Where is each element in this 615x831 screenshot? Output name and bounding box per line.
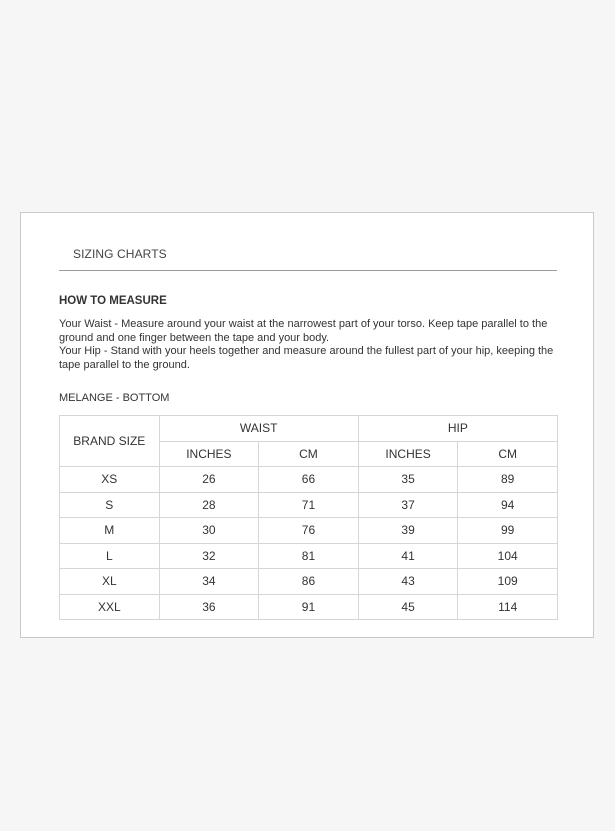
- table-row: [60, 518, 558, 544]
- size-cell: M: [60, 518, 160, 544]
- hip-cm-cell: 104: [458, 543, 558, 569]
- size-cell: XS: [60, 467, 160, 493]
- waist-cm-cell: 71: [259, 492, 359, 518]
- hip-cm-header: CM: [458, 441, 558, 467]
- hip-cm-cell: 89: [458, 467, 558, 493]
- waist-cm-header: CM: [259, 441, 359, 467]
- size-cell: S: [60, 492, 160, 518]
- table-row: [60, 569, 558, 595]
- brand-size-header: BRAND SIZE: [60, 416, 160, 467]
- hip-inches-cell: 41: [358, 543, 458, 569]
- size-cell: XXL: [60, 594, 160, 620]
- waist-inches-cell: 32: [159, 543, 259, 569]
- waist-cm-cell: 76: [259, 518, 359, 544]
- waist-inches-cell: 28: [159, 492, 259, 518]
- waist-cm-cell: 91: [259, 594, 359, 620]
- table-row: [60, 594, 558, 620]
- waist-cm-cell: 86: [259, 569, 359, 595]
- sizing-charts-tab[interactable]: SIZING CHARTS: [73, 247, 167, 261]
- size-cell: L: [60, 543, 160, 569]
- waist-inches-cell: 36: [159, 594, 259, 620]
- waist-instruction: Your Waist - Measure around your waist at the narrowest part of your torso. Keep tape parallel to the ground and one finger between the tape and your body.: [59, 318, 548, 344]
- hip-instruction: Your Hip - Stand with your heels together and measure around the fullest part of your hip, keeping the tape parallel to the ground.: [59, 345, 554, 371]
- hip-cm-cell: 109: [458, 569, 558, 595]
- hip-inches-cell: 39: [358, 518, 458, 544]
- hip-inches-cell: 43: [358, 569, 458, 595]
- measure-instructions: [59, 318, 559, 372]
- waist-inches-header: INCHES: [159, 441, 259, 467]
- hip-header: HIP: [358, 416, 557, 442]
- hip-cm-cell: 94: [458, 492, 558, 518]
- how-to-measure-heading: HOW TO MEASURE: [59, 295, 167, 307]
- table-row: [60, 467, 558, 493]
- size-cell: XL: [60, 569, 160, 595]
- hip-inches-cell: 37: [358, 492, 458, 518]
- hip-cm-cell: 114: [458, 594, 558, 620]
- waist-inches-cell: 30: [159, 518, 259, 544]
- hip-inches-header: INCHES: [358, 441, 458, 467]
- sizing-chart-card: [20, 212, 594, 638]
- size-table: [59, 415, 558, 620]
- table-header-row: [60, 416, 558, 442]
- hip-cm-cell: 99: [458, 518, 558, 544]
- table-row: [60, 492, 558, 518]
- waist-header: WAIST: [159, 416, 358, 442]
- hip-inches-cell: 45: [358, 594, 458, 620]
- table-row: [60, 543, 558, 569]
- waist-cm-cell: 66: [259, 467, 359, 493]
- tab-divider: [59, 270, 557, 271]
- hip-inches-cell: 35: [358, 467, 458, 493]
- table-caption: MELANGE - BOTTOM: [59, 392, 170, 404]
- waist-inches-cell: 34: [159, 569, 259, 595]
- waist-cm-cell: 81: [259, 543, 359, 569]
- waist-inches-cell: 26: [159, 467, 259, 493]
